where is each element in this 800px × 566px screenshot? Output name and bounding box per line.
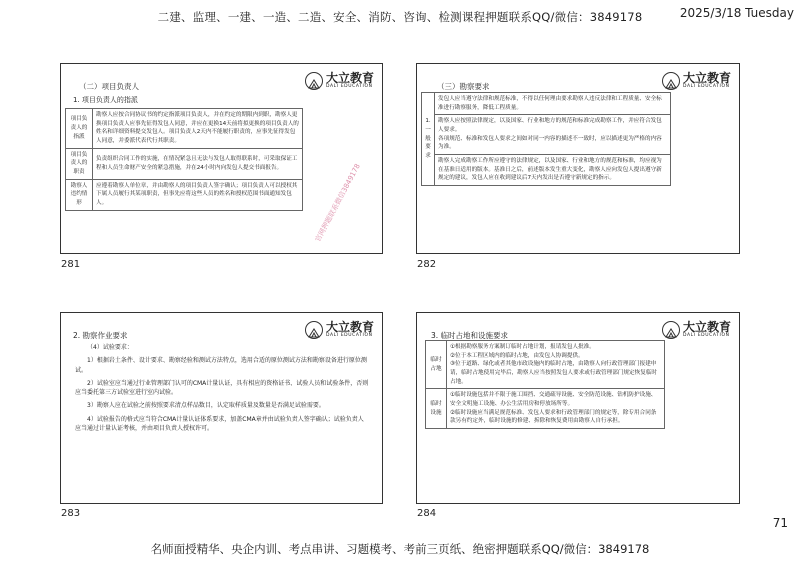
logo-emblem-icon [305,321,323,339]
logo [662,72,731,90]
table-row [426,341,665,389]
logo-emblem-icon [662,321,680,339]
slide-title: （二）项目负责人 [79,82,139,91]
logo-subtext: DALI EDUCATION [682,84,730,90]
row-label: 临时设施 [426,389,447,429]
table-row [422,93,671,115]
row-text: 勘察人应按合同协议书的约定指派项目负责人，并在约定的期限内到职，勘察人更换项目负责人应事先征得发包人同意，并应在更换14天前将拟更换的项目负责人的姓名和详细资料提交发包人。项目负责人2天内不能履行职责的，应事先征得发包人同意，并委派代表代行其职责。 [93,109,303,149]
logo-emblem-icon [662,72,680,90]
logo-text: 大立教育 [325,71,374,86]
logo-subtext: DALI EDUCATION [682,333,730,339]
slide-number: 284 [417,508,437,519]
slide-subtitle: 1. 项目负责人的指派 [73,96,138,104]
row-text: ①临时设施包括并不限于施工围挡、交通疏导设施、安全防范设施、钻机防护设施、安全文明施工设施、办公生活用房和停放场所等。 ②临时设施应当满足规范标准、发包人要求和行政管理部门的规定等，除专用合同条款另有约定外，临时设施的修建、拆除和恢复费用由勘察人自行承担。 [447,389,665,429]
logo [662,321,731,339]
logo-text: 大立教育 [682,320,731,335]
slide-281 [60,63,383,254]
row-label: 项目负责人的指派 [66,109,93,149]
requirements-table [421,92,671,186]
row-text: 勘察人应按照法律规定，以及国家、行业和地方的规范和标准完成勘察工作，并应符合发包人要求。 各项规范、标准和发包人要求之间如对同一内容的描述不一致时，应以描述更为严格的内容为准。 [435,115,671,155]
slide-283 [60,312,383,504]
logo-subtext: DALI EDUCATION [325,84,373,90]
paragraph: 2）试验室应当通过行业管理部门认可的CMA计量认证，具有相应的资格证书、试验人员和试验条件，否则应当委托第三方试验室进行室内试验。 [75,379,369,397]
slide-title: 2. 勘察作业要求 [73,331,128,340]
slide-number: 281 [61,259,81,270]
paragraph: 3）勘察人应在试验之前按照要求清点样品数目，认定取样质量及数量是否满足试验需要。 [87,402,325,410]
row-label: 临时占地 [426,341,447,389]
row-text: 勘察人完成勘察工作所应遵守的法律规定，以及国家、行业和地方的规范和标准，均应视为在基准日适用的版本。基准日之后，前述版本发生重大变化，勘察人应向发包人提出遵守新规定的建议，发包人应在收到建议后7天内发出是否遵守新规定的指示。 [435,154,671,185]
test-requirements-text [75,343,369,437]
slide-number: 283 [61,508,81,519]
table-row [66,109,303,149]
slide-title: （三）勘察要求 [437,82,490,91]
page-number: 71 [772,516,788,530]
table-row [422,154,671,185]
bottom-banner: 名师面授精华、央企内训、考点串讲、习题模考、考前三页纸、绝密押题联系QQ/微信：3849178 [150,542,650,556]
top-banner: 二建、监理、一建、一造、二造、安全、消防、咨询、检测课程押题联系QQ/微信：3849178 [157,10,643,24]
logo-text: 大立教育 [325,320,374,335]
logo [305,321,374,339]
row-label: 项目负责人的职责 [66,148,93,179]
row-label: 1. 一般要求 [422,93,435,186]
row-text: 发包人应当遵守法律和规范标准，不得以任何理由要求勘察人违反法律和工程质量、安全标准进行勘察服务，降低工程质量。 [435,93,671,115]
slide-282 [416,63,740,254]
logo [305,72,374,90]
logo-subtext: DALI EDUCATION [325,333,373,339]
row-text: 应遵着勘察人单位章，并由勘察人的项目负责人签字确认；项目负责人可以授权其下属人员履行其某项职责，但事先应将这些人员的姓名和授权范围书面通知发包人。 [93,179,303,210]
table-row [66,148,303,179]
temporary-facilities-table [425,340,665,429]
table-row [66,179,303,210]
paragraph: （4）试验要求： [87,344,133,351]
row-text: 负责组织合同工作的实施，在情况紧急且无法与发包人取得联系时，可采取保证工程和人员生命财产安全的紧急措施，并在24小时内向发包人提交书面报告。 [93,148,303,179]
date-label: 2025/3/18 Tuesday [679,6,794,20]
watermark: 官网押题联系微信3849178 [313,162,362,244]
logo-emblem-icon [305,72,323,90]
slide-number: 282 [417,259,437,270]
paragraph: 1）根据岩土条件、设计要求、勘察经验和测试方法特点，选用合适的原位测试方法和勘察设备进行原位测试。 [75,357,367,374]
slide-284 [416,312,740,504]
row-text: ①根据勘察服务方案制订临时占地计划，报请发包人批准。 ②位于本工程区域内的临时占地，由发包人协调提供。 ③位于道路、绿化或者其他市政设施内的临时占地，由勘察人向行政管理部门报建申请，临时占地使用完毕后，勘察人应当按照发包人要求或行政管理部门规定恢复临时占地。 [447,341,665,389]
table-row [422,115,671,155]
row-label: 勘察人违约情形 [66,179,93,210]
paragraph: 4）试验报告的格式应当符合CMA计量认证体系要求，加盖CMA章并由试验负责人签字确认；试验负责人应当通过计量认证考核，并由项目负责人授权许可。 [75,415,364,433]
logo-text: 大立教育 [682,71,731,86]
responsibility-table [65,108,303,211]
table-row [426,389,665,429]
slide-title: 3. 临时占地和设施要求 [431,331,509,340]
